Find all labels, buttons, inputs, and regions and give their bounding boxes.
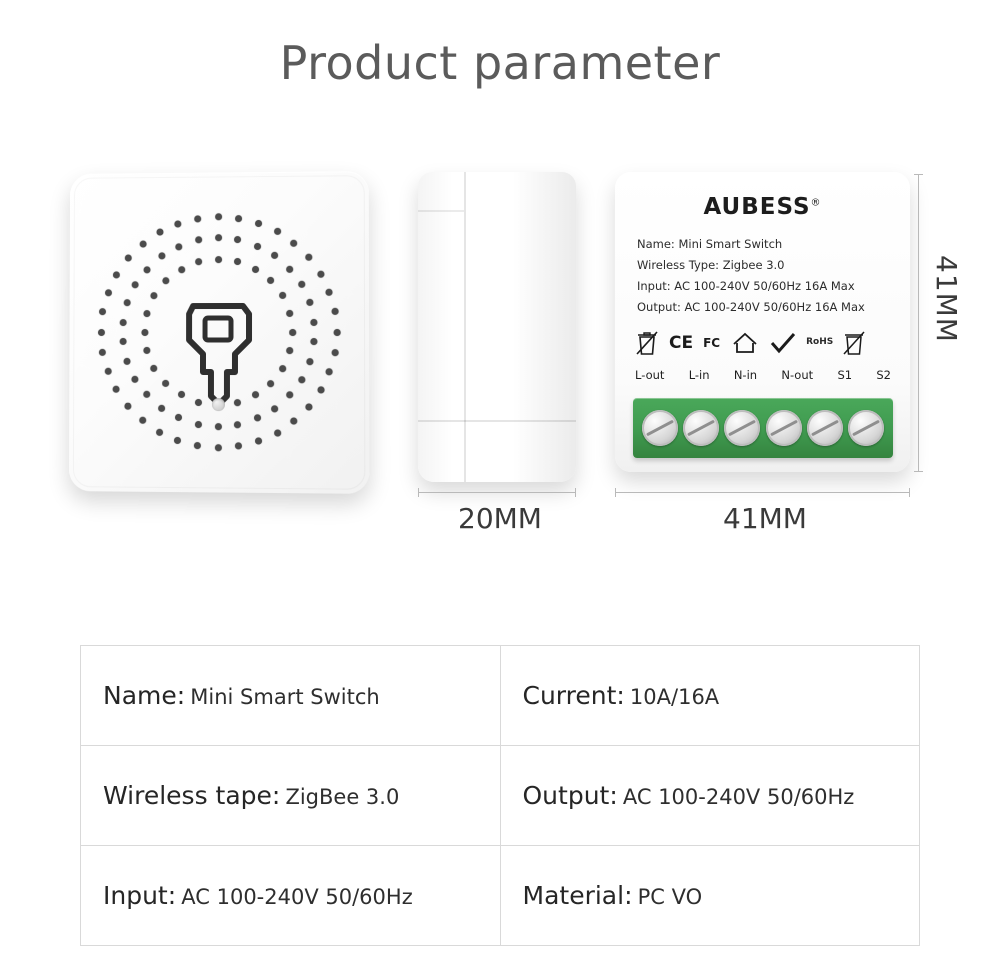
vent-dot [305, 403, 312, 410]
table-row [81, 846, 920, 946]
vent-dot [105, 289, 112, 296]
vent-dot [214, 423, 221, 430]
vent-dot [326, 289, 333, 296]
fcc-mark-icon: FC [703, 336, 721, 350]
vent-dot [274, 228, 281, 235]
vent-dot [144, 266, 151, 273]
vent-dot [235, 443, 242, 450]
case-seam-line [464, 172, 466, 482]
terminal-label-s1: S1 [837, 368, 853, 382]
label-spec-lines [637, 234, 865, 318]
table-row [81, 646, 920, 746]
vent-dot [267, 277, 274, 284]
vent-dot [234, 237, 241, 244]
vent-dot [174, 437, 181, 444]
brand-name: AUBESS [703, 194, 811, 220]
vent-dot [194, 215, 201, 222]
vent-dot [215, 235, 222, 242]
terminal-screw [848, 410, 884, 446]
vent-dot [143, 391, 150, 398]
dimension-line-back-width [615, 492, 910, 493]
dimension-label-41mm-width: 41MM [723, 502, 807, 535]
vent-dot [331, 349, 338, 356]
vent-dot [255, 438, 262, 445]
vent-dot [310, 338, 317, 345]
terminal-label-n-in: N-in [733, 368, 758, 382]
label-spec-line-wireless: Wireless Type: Zigbee 3.0 [637, 258, 785, 272]
terminal-label-l-in: L-in [688, 368, 710, 382]
vent-dot [120, 319, 127, 326]
vent-dot [156, 428, 163, 435]
vent-dot [234, 421, 241, 428]
terminal-label-n-out: N-out [781, 368, 814, 382]
vent-dot [291, 240, 298, 247]
terminal-screw [642, 410, 678, 446]
vent-dot [298, 376, 305, 383]
case-top-line [418, 210, 464, 212]
ce-mark-icon: CE [669, 332, 694, 353]
page-title: Product parameter [279, 36, 721, 90]
spec-value: Mini Smart Switch [190, 685, 380, 709]
spec-key: Material: [522, 881, 633, 910]
vent-dot [279, 365, 286, 372]
label-spec-line-output: Output: AC 100-240V 50/60Hz 16A Max [637, 300, 865, 314]
waste-bin-icon [843, 330, 865, 356]
vent-dot [158, 404, 165, 411]
wheelie-bin-crossed-icon [635, 330, 659, 356]
vent-dot [156, 229, 163, 236]
vent-dot [162, 380, 169, 387]
vent-dot [279, 292, 286, 299]
brand-trademark: ® [810, 197, 822, 209]
vent-dot [139, 417, 146, 424]
product-image-group [0, 160, 1000, 580]
terminal-label-s2: S2 [876, 368, 891, 382]
spec-key: Wireless tape: [103, 781, 281, 810]
green-terminal-block [633, 398, 893, 458]
mounting-bracket-icon [175, 300, 261, 408]
table-cell-current [500, 646, 920, 746]
vent-dot [306, 358, 313, 365]
vent-dot [306, 299, 313, 306]
vent-dot [274, 429, 281, 436]
house-icon [730, 330, 760, 356]
vent-dot [195, 259, 202, 266]
vent-dot [124, 357, 131, 364]
label-spec-line-name: Name: Mini Smart Switch [637, 237, 783, 251]
table-cell-material [500, 846, 920, 946]
vent-dot [234, 258, 241, 265]
vent-dot [143, 347, 150, 354]
vent-dot [255, 220, 262, 227]
vent-dot [326, 368, 333, 375]
table-cell-wireless-tape [81, 746, 501, 846]
terminal-screw [724, 410, 760, 446]
vent-dot [132, 282, 139, 289]
dimension-line-side-width [418, 492, 576, 493]
vent-dot [333, 328, 340, 335]
vent-dot [317, 270, 324, 277]
vent-dot [113, 386, 120, 393]
vent-dot [310, 319, 317, 326]
case-bottom-line [418, 420, 576, 422]
smart-switch-front-view [69, 171, 370, 494]
vent-dot [151, 292, 158, 299]
vent-dot [215, 213, 222, 220]
vent-dot [291, 418, 298, 425]
vent-dot [176, 243, 183, 250]
vent-dot [317, 387, 324, 394]
vent-dot [125, 255, 132, 262]
table-row [81, 746, 920, 846]
vent-dot [120, 338, 127, 345]
vent-dot [175, 414, 182, 421]
vent-dot [214, 444, 221, 451]
certification-row [635, 322, 890, 364]
vent-dot [286, 347, 293, 354]
spec-value: 10A/16A [629, 685, 720, 709]
label-spec-line-input: Input: AC 100-240V 50/60Hz 16A Max [637, 279, 855, 293]
rohs-mark-icon: RoHS [806, 337, 834, 348]
vent-dot [194, 421, 201, 428]
vent-dot [194, 442, 201, 449]
status-led [212, 398, 225, 411]
table-cell-input [81, 846, 501, 946]
spec-key: Current: [522, 681, 625, 710]
vent-dot [286, 310, 293, 317]
vent-dot [252, 266, 259, 273]
vent-dot [141, 329, 148, 336]
dimension-label-41mm-height: 41MM [930, 255, 963, 343]
table-cell-output [500, 746, 920, 846]
vent-dot [298, 281, 305, 288]
vent-dot [124, 300, 131, 307]
vent-dot [99, 348, 106, 355]
vent-dot [132, 375, 139, 382]
spec-key: Input: [103, 881, 177, 910]
vent-dot [163, 277, 170, 284]
brand-logo [615, 194, 910, 220]
vent-dot [113, 271, 120, 278]
vent-dot [286, 265, 293, 272]
vent-dot [143, 310, 150, 317]
vent-dot [254, 415, 261, 422]
terminal-label-l-out: L-out [635, 368, 665, 382]
vent-dot [159, 253, 166, 260]
vent-dot [215, 256, 222, 263]
spec-key: Output: [522, 781, 618, 810]
spec-value: ZigBee 3.0 [285, 785, 400, 809]
terminal-screw [766, 410, 802, 446]
specification-table [80, 645, 920, 946]
vent-dot [125, 403, 132, 410]
dimension-line-back-height [918, 174, 919, 472]
smart-switch-label-view [615, 172, 910, 472]
spec-value: AC 100-240V 50/60Hz [181, 885, 413, 909]
spec-value: PC VO [637, 885, 703, 909]
vent-dot [98, 329, 105, 336]
vent-dot [271, 252, 278, 259]
smart-switch-side-view [418, 172, 576, 482]
vent-dot [104, 368, 111, 375]
dimension-label-20mm: 20MM [458, 502, 542, 535]
table-cell-name [81, 646, 501, 746]
vent-dot [99, 309, 106, 316]
vent-dot [139, 240, 146, 247]
vent-dot [305, 254, 312, 261]
check-mark-icon [770, 331, 796, 355]
vent-dot [331, 308, 338, 315]
vent-dot [178, 266, 185, 273]
spec-key: Name: [103, 681, 186, 710]
vent-dot [286, 392, 293, 399]
vent-dot [271, 405, 278, 412]
vent-dot [195, 237, 202, 244]
vent-dot [289, 328, 296, 335]
vent-dot [151, 365, 158, 372]
vent-dot [267, 380, 274, 387]
vent-dot [254, 242, 261, 249]
terminal-screw [807, 410, 843, 446]
terminal-screw [683, 410, 719, 446]
vent-dot [235, 215, 242, 222]
spec-value: AC 100-240V 50/60Hz [622, 785, 855, 809]
vent-dot [174, 220, 181, 227]
terminal-label-row [635, 368, 891, 382]
